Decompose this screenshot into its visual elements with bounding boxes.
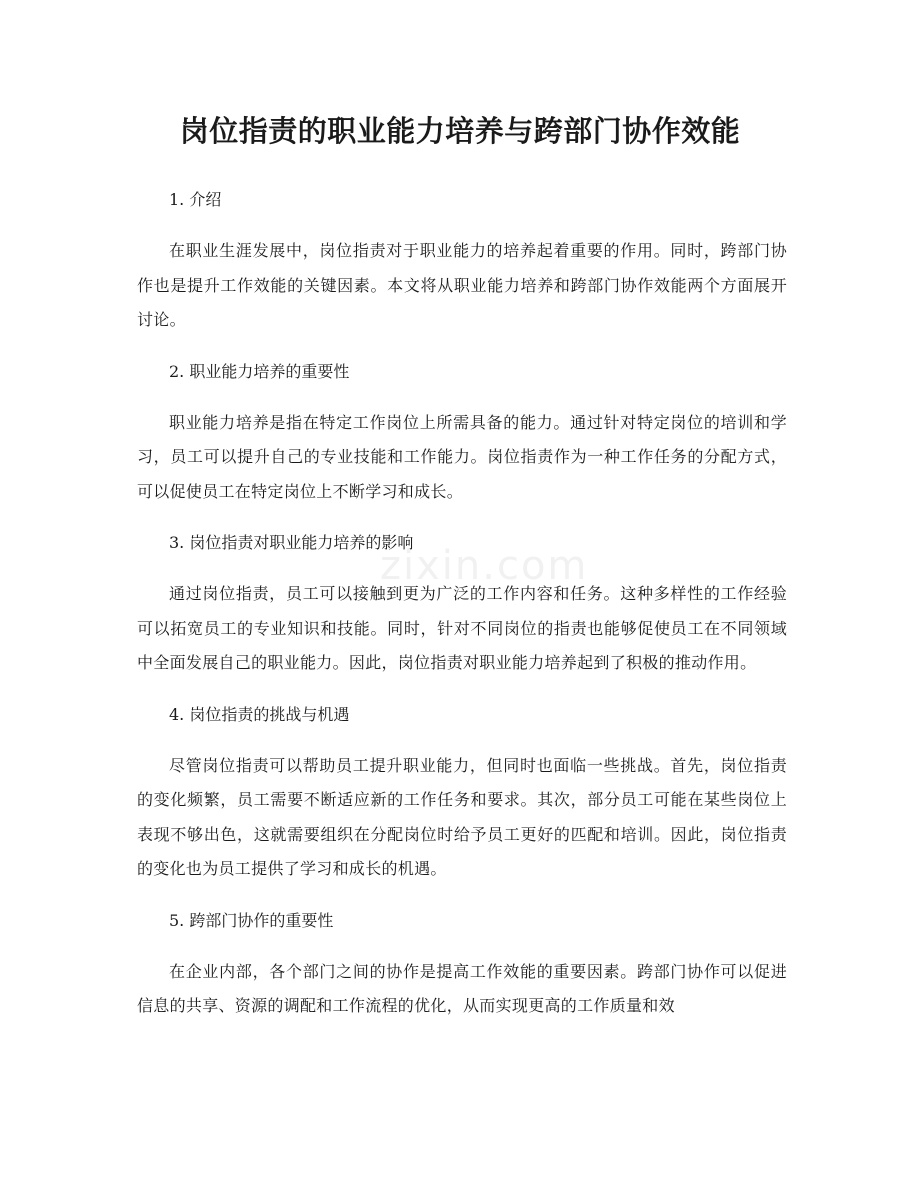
section-heading: 5. 跨部门协作的重要性 (169, 910, 334, 930)
section-heading: 3. 岗位指责对职业能力培养的影响 (169, 533, 414, 552)
section-paragraph: 在企业内部，各个部门之间的协作是提高工作效能的重要因素。跨部门协作可以促进信息的共享、资源的调配和工作流程的优化，从而实现更高的工作质量和效 (137, 961, 787, 1015)
section-heading: 2. 职业能力培养的重要性 (169, 361, 350, 381)
section-paragraph: 职业能力培养是指在特定工作岗位上所需具备的能力。通过针对特定岗位的培训和学习，员工可以提升自己的专业技能和工作能力。岗位指责作为一种工作任务的分配方式，可以促使员工在特定岗位上不断学习和成长。 (137, 412, 787, 501)
section-paragraph: 在职业生涯发展中，岗位指责对于职业能力的培养起着重要的作用。同时，跨部门协作也是提升工作效能的关键因素。本文将从职业能力培养和跨部门协作效能两个方面展开讨论。 (137, 241, 787, 329)
section-heading: 1. 介绍 (169, 190, 222, 209)
document-title: 岗位指责的职业能力培养与跨部门协作效能 (179, 114, 741, 148)
watermark: zixin.com (380, 543, 589, 589)
section-paragraph: 通过岗位指责，员工可以接触到更为广泛的工作内容和任务。这种多样性的工作经验可以拓宽员工的专业知识和技能。同时，针对不同岗位的指责也能够促使员工在不同领域中全面发展自己的职业能力。因此，岗位指责对职业能力培养起到了积极的推动作用。 (137, 584, 787, 672)
section-heading: 4. 岗位指责的挑战与机遇 (169, 704, 350, 724)
section-paragraph: 尽管岗位指责可以帮助员工提升职业能力，但同时也面临一些挑战。首先，岗位指责的变化频繁，员工需要不断适应新的工作任务和要求。其次，部分员工可能在某些岗位上表现不够出色，这就需要组织在分配岗位时给予员工更好的匹配和培训。因此，岗位指责的变化也为员工提供了学习和成长的机遇。 (137, 755, 787, 878)
document-body (137, 180, 787, 1024)
